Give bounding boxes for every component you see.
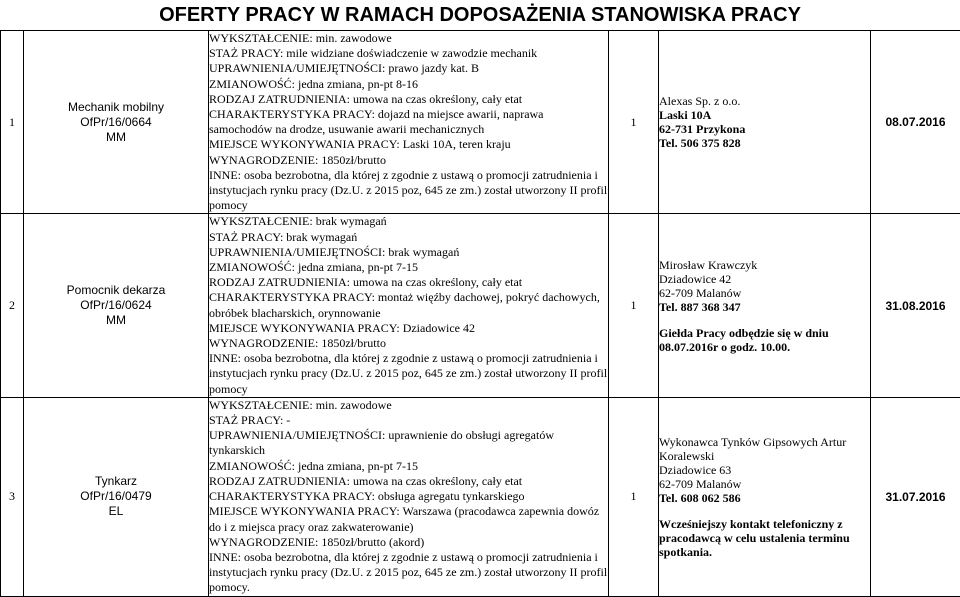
salary: WYNAGRODZENIE: 1850zł/brutto: [209, 336, 608, 351]
offer-details: [209, 214, 609, 397]
contract-type: RODZAJ ZATRUDNIENIA: umowa na czas określony, cały etat: [209, 92, 608, 107]
position-name: Tynkarz: [24, 474, 208, 489]
page-title: OFERTY PRACY W RAMACH DOPOSAŻENIA STANOWISKA PRACY: [0, 2, 960, 29]
employer-postcode: 62-709 Malanów: [659, 286, 870, 300]
employer-phone: Tel. 608 062 586: [659, 491, 870, 505]
characteristics: CHARAKTERYSTYKA PRACY: obsługa agregatu tynkarskiego: [209, 489, 608, 504]
employer-note: Wcześniejszy kontakt telefoniczny z pracodawcą w celu ustalenia terminu spotkania.: [659, 517, 870, 559]
shift: ZMIANOWOŚĆ: jedna zmiana, pn-pt 7-15: [209, 260, 608, 275]
contract-type: RODZAJ ZATRUDNIENIA: umowa na czas określony, cały etat: [209, 275, 608, 290]
employer-phone: Tel. 887 368 347: [659, 300, 870, 314]
permissions: UPRAWNIENIA/UMIEJĘTNOŚCI: uprawnienie do obsługi agregatów tynkarskich: [209, 428, 608, 458]
employer-address: Dziadowice 63: [659, 463, 870, 477]
job-offers-table: [0, 30, 960, 597]
work-place: MIEJSCE WYKONYWANIA PRACY: Laski 10A, teren kraju: [209, 137, 608, 152]
vacancy-count: 1: [609, 31, 659, 214]
contract-type: RODZAJ ZATRUDNIENIA: umowa na czas określony, cały etat: [209, 474, 608, 489]
salary: WYNAGRODZENIE: 1850zł/brutto: [209, 153, 608, 168]
shift: ZMIANOWOŚĆ: jedna zmiana, pn-pt 7-15: [209, 459, 608, 474]
experience: STAŻ PRACY: -: [209, 413, 608, 428]
other-info: INNE: osoba bezrobotna, dla której z zgodnie z ustawą o promocji zatrudnienia i instytucjach rynku pracy (Dz.U. z 2015 poz, 645 ze zm.) został utworzony II profil pomocy: [209, 168, 608, 214]
table-row: [1, 31, 960, 214]
offer-number: 3: [1, 397, 24, 596]
offer-date: 31.07.2016: [871, 397, 960, 596]
experience: STAŻ PRACY: brak wymagań: [209, 230, 608, 245]
characteristics: CHARAKTERYSTYKA PRACY: dojazd na miejsce awarii, naprawa samochodów na drodze, usuwanie awarii mechanicznych: [209, 107, 608, 137]
employer-note: Giełda Pracy odbędzie się w dniu: [659, 326, 870, 340]
offer-details: [209, 397, 609, 596]
position-cell: [24, 214, 209, 397]
employer-note: 08.07.2016r o godz. 10.00.: [659, 340, 870, 354]
other-info: INNE: osoba bezrobotna, dla której z zgodnie z ustawą o promocji zatrudnienia i instytucjach rynku pracy (Dz.U. z 2015 poz, 645 ze zm.) został utworzony II profil pomocy: [209, 351, 608, 397]
shift: ZMIANOWOŚĆ: jedna zmiana, pn-pt 8-16: [209, 77, 608, 92]
employer-name: Wykonawca Tynków Gipsowych Artur Koralewski: [659, 435, 870, 463]
offer-number: 1: [1, 31, 24, 214]
permissions: UPRAWNIENIA/UMIEJĘTNOŚCI: brak wymagań: [209, 245, 608, 260]
work-place: MIEJSCE WYKONYWANIA PRACY: Warszawa (pracodawca zapewnia dowóz do i z miejsca pracy oraz zakwaterowanie): [209, 504, 608, 534]
education: WYKSZTAŁCENIE: min. zawodowe: [209, 31, 608, 46]
permissions: UPRAWNIENIA/UMIEJĘTNOŚCI: prawo jazdy kat. B: [209, 61, 608, 76]
education: WYKSZTAŁCENIE: brak wymagań: [209, 214, 608, 229]
work-place: MIEJSCE WYKONYWANIA PRACY: Dziadowice 42: [209, 321, 608, 336]
vacancy-count: 1: [609, 214, 659, 397]
other-info: INNE: osoba bezrobotna, dla której z zgodnie z ustawą o promocji zatrudnienia i instytucjach rynku pracy (Dz.U. z 2015 poz, 645 ze zm.) został utworzony II profil pomocy.: [209, 550, 608, 596]
vacancy-count: 1: [609, 397, 659, 596]
offer-code: OfPr/16/0479: [24, 489, 208, 504]
table-row: [1, 214, 960, 397]
advisor-initials: EL: [24, 504, 208, 519]
employer-cell: [659, 214, 871, 397]
employer-address: Laski 10A: [659, 108, 870, 122]
experience: STAŻ PRACY: mile widziane doświadczenie w zawodzie mechanik: [209, 46, 608, 61]
advisor-initials: MM: [24, 130, 208, 145]
characteristics: CHARAKTERYSTYKA PRACY: montaż więźby dachowej, pokryć dachowych, obróbek blacharskich, orynnowanie: [209, 290, 608, 320]
employer-phone: Tel. 506 375 828: [659, 136, 870, 150]
offer-date: 31.08.2016: [871, 214, 960, 397]
offer-number: 2: [1, 214, 24, 397]
offer-code: OfPr/16/0624: [24, 298, 208, 313]
employer-address: Dziadowice 42: [659, 272, 870, 286]
position-name: Mechanik mobilny: [24, 100, 208, 115]
table-row: [1, 397, 960, 596]
offer-date: 08.07.2016: [871, 31, 960, 214]
employer-cell: [659, 31, 871, 214]
spacer: [659, 314, 870, 326]
employer-name: Mirosław Krawczyk: [659, 258, 870, 272]
position-name: Pomocnik dekarza: [24, 283, 208, 298]
offer-details: [209, 31, 609, 214]
employer-cell: [659, 397, 871, 596]
education: WYKSZTAŁCENIE: min. zawodowe: [209, 398, 608, 413]
employer-name: Alexas Sp. z o.o.: [659, 94, 870, 108]
employer-postcode: 62-731 Przykona: [659, 122, 870, 136]
salary: WYNAGRODZENIE: 1850zł/brutto (akord): [209, 535, 608, 550]
offer-code: OfPr/16/0664: [24, 115, 208, 130]
spacer: [659, 505, 870, 517]
position-cell: [24, 397, 209, 596]
position-cell: [24, 31, 209, 214]
advisor-initials: MM: [24, 313, 208, 328]
employer-postcode: 62-709 Malanów: [659, 477, 870, 491]
